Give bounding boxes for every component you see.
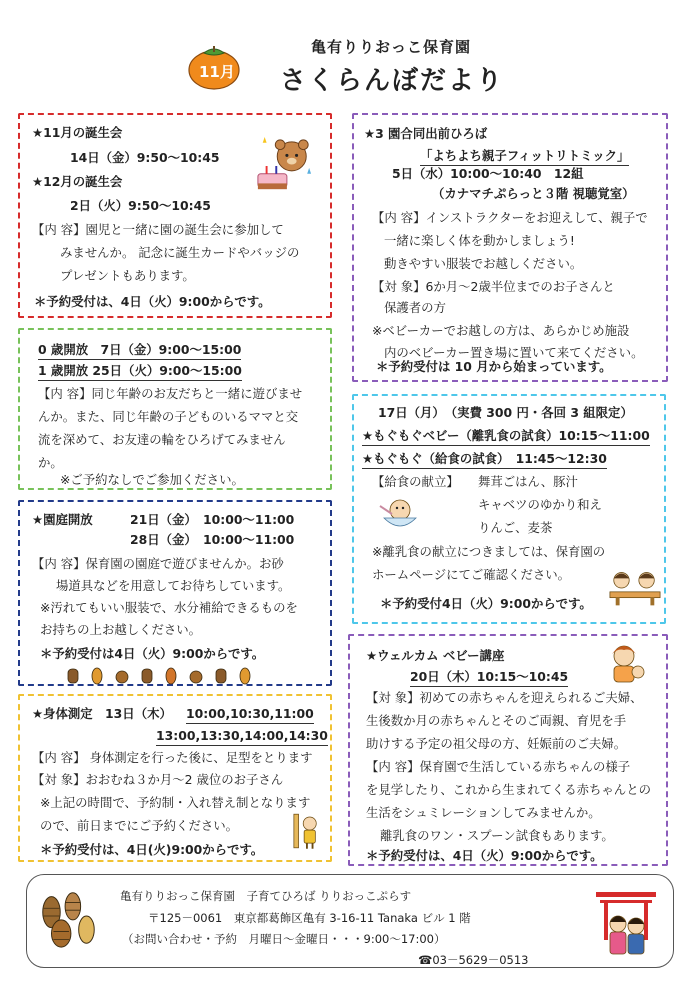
garden-content: 場道具などを用意してお待ちしています。 <box>56 578 291 593</box>
bear-with-cake-icon <box>255 135 313 197</box>
footer-names: 亀有りりおっこ保育園 子育てひろば りりおっこぷらす <box>120 889 412 903</box>
garden-reservation: ＊予約受付は4日（火）9:00からです。 <box>40 646 265 661</box>
newsletter-title: さくらんぼだより <box>280 66 505 96</box>
tasting-baby: ★もぐもぐベビー（離乳食の試食）10:15～11:00 <box>362 428 650 446</box>
birthday-nov-date: 14日（金）9:50～10:45 <box>70 150 220 165</box>
tasting-meal: ★もぐもぐ（給食の試食） 11:45～12:30 <box>362 451 607 469</box>
birthday-content: プレゼントもあります。 <box>60 268 195 283</box>
birthday-nov-title: ★11月の誕生会 <box>32 125 123 140</box>
tasting-reservation: ＊予約受付4日（火）9:00からです。 <box>380 596 592 611</box>
baby-eating-icon <box>376 496 422 532</box>
garden-content: 【内 容】保育園の園庭で遊びませんか。お砂 <box>32 556 284 571</box>
age0-open-date: 0 歳開放 7日（金）9:00～15:00 <box>38 342 241 360</box>
birthday-content: みませんか。 記念に誕生カードやバッジの <box>60 245 300 260</box>
welcome-title: ★ウェルカム ベビー講座 <box>366 648 505 663</box>
welcome-reservation: ＊予約受付は、4日（火）9:00からです。 <box>366 848 603 863</box>
hiroba-target: 【対 象】6か月～2歳半位までのお子さんと <box>372 279 615 294</box>
pinecones-and-acorns-icon <box>34 882 102 952</box>
birthday-content: 【内 容】園児と一緒に園の誕生会に参加して <box>32 222 284 237</box>
hiroba-content: 【内 容】インストラクターをお迎えして、親子で <box>372 210 648 225</box>
autumn-leaves-border-icon <box>64 666 284 686</box>
age1-open-date: 1 歳開放 25日（火）9:00～15:00 <box>38 363 242 381</box>
children-at-shrine-icon <box>590 886 662 958</box>
footer-address: 〒125－0061 東京都葛飾区亀有 3-16-11 Tanaka ビル 1 階 <box>148 911 471 925</box>
welcome-target: 【対 象】初めての赤ちゃんを迎えられるご夫婦、 <box>366 690 643 705</box>
measure-times: 13:00,13:30,14:00,14:30 <box>156 728 328 746</box>
tasting-menu-label: 【給食の献立】 <box>372 474 459 489</box>
measure-times: 10:00,10:30,11:00 <box>186 706 314 724</box>
hiroba-note: ※ベビーカーでお越しの方は、あらかじめ施設 <box>372 323 630 338</box>
hiroba-date: 5日（水）10:00～10:40 12組 <box>392 166 584 181</box>
hiroba-content: 動きやすい服装でお越しください。 <box>384 256 583 271</box>
age-open-note: ※ご予約なしでご参加ください。 <box>60 472 244 487</box>
tasting-menu-item: キャベツのゆかり和え <box>478 497 602 512</box>
tasting-menu-item: りんご、麦茶 <box>478 520 553 535</box>
welcome-content: を見学したり、これから生まれてくる赤ちゃんとの <box>366 782 651 797</box>
tasting-note: ※離乳食の献立につきましては、保育園の <box>372 544 606 559</box>
welcome-content: 生活をシュミレーションしてみませんか。 <box>366 805 601 820</box>
footer-hours: （お問い合わせ・予約 月曜日～金曜日・・・9:00～17:00） <box>122 932 446 946</box>
child-measuring-icon <box>292 812 320 850</box>
garden-note: お持ちの上お越しください。 <box>40 622 202 637</box>
hiroba-content: 一緒に楽しく体を動かしましょう! <box>384 233 575 248</box>
measure-reservation: ＊予約受付は、4日(火)9:00からです。 <box>40 842 264 857</box>
welcome-target: 生後数か月の赤ちゃんとそのご両親、育児を手 <box>366 713 627 728</box>
welcome-date: 20日（木）10:15～10:45 <box>410 669 568 687</box>
birthday-dec-date: 2日（火）9:50～10:45 <box>70 198 211 213</box>
age-open-content: んか。また、同じ年齢の子どものいるママと交 <box>38 409 299 424</box>
welcome-content: 【内 容】保育園で生活している赤ちゃんの様子 <box>366 759 631 774</box>
hiroba-event: 「よちよち親子フィットリトミック」 <box>420 148 629 166</box>
age-open-content: 【内 容】同じ年齢のお友だちと一緒に遊びませ <box>38 386 303 401</box>
measure-note: ※上記の時間で、予約制・入れ替え制となります <box>40 795 311 810</box>
hiroba-title: ★3 園合同出前ひろば <box>364 126 488 141</box>
welcome-content: 離乳食のワン・スプーン試食もあります。 <box>380 828 614 843</box>
children-at-table-icon <box>608 568 662 608</box>
hiroba-reservation: ＊予約受付は 10 月から始まっています。 <box>376 359 612 374</box>
tasting-menu-item: 舞茸ごはん、豚汁 <box>478 474 578 489</box>
tasting-note: ホームページにてご確認ください。 <box>372 567 571 582</box>
garden-title: ★園庭開放 <box>32 512 93 527</box>
measure-target: 【対 象】おおむね３か月～2 歳位のお子さん <box>32 772 284 787</box>
age-open-content: か。 <box>38 455 63 470</box>
month-badge: 11月 <box>199 63 235 81</box>
hiroba-note: 内のベビーカー置き場に置いて来てください。 <box>384 345 644 360</box>
age-open-content: 流を深めて、お友達の輪をひろげてみません <box>38 432 286 447</box>
nursery-name: 亀有りりおっこ保育園 <box>311 38 472 56</box>
mother-and-baby-icon <box>604 642 648 686</box>
birthday-dec-title: ★12月の誕生会 <box>32 174 123 189</box>
measure-title: ★身体測定 13日（木） <box>32 706 172 721</box>
welcome-target: 助けする予定の祖父母の方、妊娠前のご夫婦。 <box>366 736 627 751</box>
footer-phone: ☎03－5629－0513 <box>418 953 529 967</box>
garden-date: 28日（金） 10:00～11:00 <box>130 532 295 547</box>
garden-note: ※汚れてもいい服装で、水分補給できるものを <box>40 600 298 615</box>
garden-date: 21日（金） 10:00～11:00 <box>130 512 295 527</box>
hiroba-venue: （カナマチぷらっと３階 視聴覚室） <box>432 186 635 201</box>
measure-content: 【内 容】 身体測定を行った後に、足型をとります <box>32 750 313 765</box>
birthday-reservation: ＊予約受付は、4日（火）9:00からです。 <box>34 294 271 309</box>
tasting-date: 17日（月） （実費 300 円・各回 3 組限定） <box>378 405 633 420</box>
hiroba-target: 保護者の方 <box>384 300 446 315</box>
measure-note: ので、前日までにご予約ください。 <box>40 818 239 833</box>
